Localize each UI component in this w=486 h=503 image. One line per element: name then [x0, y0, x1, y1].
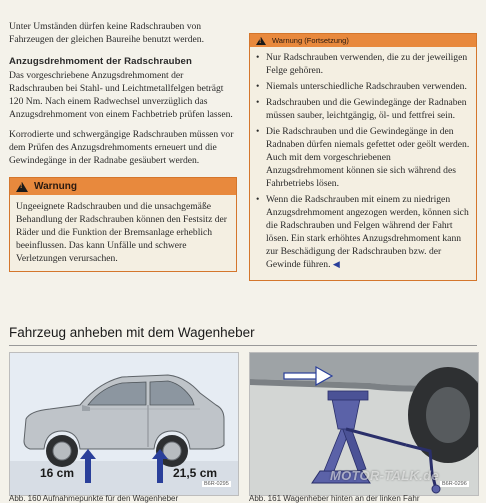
- warning-continued-header: [250, 34, 476, 47]
- end-of-section-arrow-icon: ◀: [332, 259, 340, 269]
- warning-header: [10, 178, 236, 195]
- warning-bullet-text: Wenn die Radschrauben mit einem zu niedrigen Anzugsdrehmoment angezogen werden, können sich die Radschrauben und Felgen während der Fahrt lösen. Ein stark erhöhtes Anzugsdrehmoment kann zur Beschädigung der Radschrauben bzw. der Gewinde führen.: [266, 194, 469, 270]
- warning-bullet: • Niemals unterschiedliche Radschrauben verwenden.: [256, 80, 470, 93]
- section-divider: [9, 345, 477, 346]
- right-column: [249, 33, 477, 281]
- warning-triangle-icon: [16, 182, 28, 192]
- figure-jacking-points: [9, 352, 239, 496]
- watermark-logo: MOTOR-TALK.de: [330, 468, 439, 483]
- torque-paragraph: Das vorgeschriebene Anzugsdrehmoment der Radschrauben bei Stahl- und Leichtmetallfelgen beträgt 120 Nm. Nach einem Radwechsel unverzüglich das Anzugsdrehmoment von einem Fachbetrieb prüfen lassen.: [9, 70, 233, 120]
- front-dimension-label: 16 cm: [40, 466, 75, 480]
- corrosion-paragraph: Korrodierte und schwergängige Radschrauben müssen vor dem Prüfen des Anzugsdrehmoments erneuert und die Gewindegänge in der Radnabe gesäubert werden.: [9, 129, 234, 166]
- figure-code: B6R-0296: [442, 481, 467, 487]
- section-title: Fahrzeug anheben mit dem Wagenheber: [9, 325, 255, 340]
- rear-dimension-label: 21,5 cm: [173, 466, 218, 480]
- figure-160-caption: Abb. 160 Aufnahmepunkte für den Wagenheber: [9, 494, 179, 503]
- torque-heading: Anzugsdrehmoment der Radschrauben: [9, 56, 192, 67]
- warning-text: Ungeeignete Radschrauben und die unsachgemäße Behandlung der Radschrauben können den Festsitz der Räder und die Funktion der Bremsanlage erheblich beeinflussen. Das kann Unfälle und schwere Verletzungen verursachen.: [16, 201, 228, 264]
- figure-code: B6R-0295: [204, 481, 229, 487]
- warning-triangle-icon: [256, 37, 266, 45]
- left-column: [9, 20, 237, 272]
- warning-box: [9, 177, 237, 272]
- warning-continued-box: [249, 33, 477, 281]
- warning-bullet: • Nur Radschrauben verwenden, die zu der jeweiligen Felge gehören.: [256, 51, 470, 77]
- intro-paragraph: Unter Umständen dürfen keine Radschrauben von Fahrzeugen der gleichen Baureihe benutzt werden.: [9, 21, 204, 45]
- warning-title: Warnung: [34, 181, 77, 192]
- warning-continued-title: Warnung (Fortsetzung): [272, 36, 349, 45]
- warning-bullet: • Radschrauben und die Gewindegänge der Radnaben müssen sauber, leichtgängig, öl- und fettfrei sein.: [256, 96, 470, 122]
- warning-bullet-list: [250, 47, 476, 280]
- warning-bullet: [256, 193, 470, 271]
- figure-161-caption: Abb. 161 Wagenheber hinten an der linken Fahr: [249, 494, 420, 503]
- warning-bullet: • Die Radschrauben und die Gewindegänge in den Radnaben dürfen niemals gefettet oder geölt werden. Auch mit dem vorgeschriebenen Anzugsdrehmoment können sie sich während des Fahrbetriebs lösen.: [256, 125, 470, 190]
